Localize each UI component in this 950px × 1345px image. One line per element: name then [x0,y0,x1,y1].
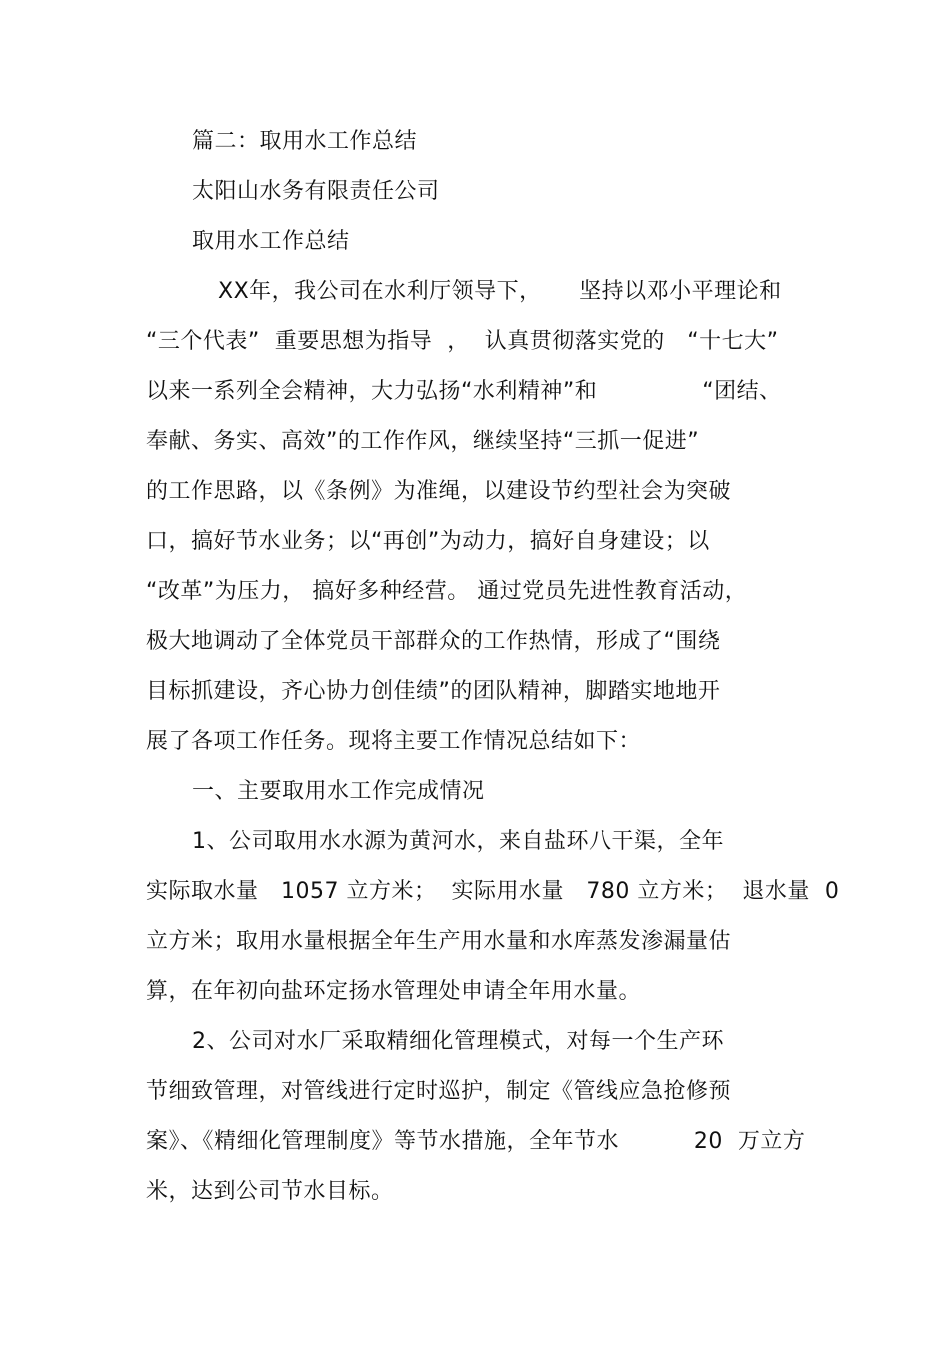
paragraph-line: “改革”为压力， 搞好多种经营。 通过党员先进性教育活动， [146,579,748,604]
paragraph-line: XX年，我公司在水利厅领导下， 坚持以邓小平理论和 [218,279,782,304]
section-heading: 一、主要取用水工作完成情况 [192,779,485,804]
paragraph-line: 口，搞好节水业务；以“再创”为动力，搞好自身建设；以 [146,529,710,554]
paragraph-line: 1、公司取用水水源为黄河水，来自盐环八干渠，全年 [192,829,724,854]
paragraph-line: 米，达到公司节水目标。 [146,1179,394,1204]
company-name: 太阳山水务有限责任公司 [192,179,440,204]
paragraph-line: 极大地调动了全体党员干部群众的工作热情，形成了“围绕 [146,629,721,654]
paragraph-line: 奉献、务实、高效”的工作作风，继续坚持“三抓一促进” [146,429,700,454]
paragraph-line: 节细致管理，对管线进行定时巡护，制定《管线应急抢修预 [146,1079,732,1104]
paragraph-line: 2、公司对水厂采取精细化管理模式，对每一个生产环 [192,1029,724,1054]
paragraph-line: 立方米；取用水量根据全年生产用水量和水库蒸发渗漏量估 [146,929,732,954]
paragraph-line: 展了各项工作任务。现将主要工作情况总结如下： [146,729,642,754]
paragraph-line: 案》、《精细化管理制度》等节水措施，全年节水 20 万立方 [146,1129,806,1154]
paragraph-line: 实际取水量 1057 立方米； 实际用水量 780 立方米； 退水量 0 [146,879,840,904]
paragraph-line: 算，在年初向盐环定扬水管理处申请全年用水量。 [146,979,642,1004]
section-title: 篇二：取用水工作总结 [192,129,418,154]
paragraph-line: 以来一系列全会精神，大力弘扬“水利精神”和 “团结、 [146,379,782,404]
paragraph-line: 的工作思路，以《条例》为准绳，以建设节约型社会为突破 [146,479,732,504]
paragraph-line: “三个代表” 重要思想为指导 ， 认真贯彻落实党的 “十七大” [146,329,779,354]
document-title: 取用水工作总结 [192,229,350,254]
paragraph-line: 目标抓建设，齐心协力创佳绩”的团队精神，脚踏实地地开 [146,679,721,704]
